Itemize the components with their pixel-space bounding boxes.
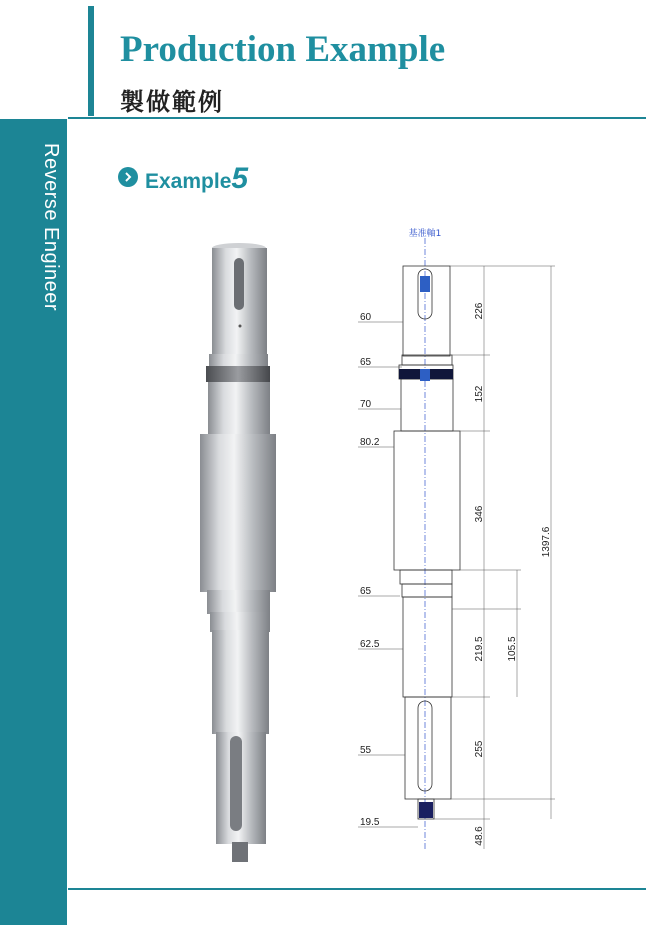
example-heading <box>145 162 248 196</box>
dim-diameter-80-2: 80.2 <box>360 437 380 448</box>
title-accent-bar <box>88 6 94 116</box>
dim-diameter-70: 70 <box>360 399 372 410</box>
dim-length-255: 255 <box>474 740 485 758</box>
bottom-divider <box>68 888 646 890</box>
dim-length-152: 152 <box>474 385 485 403</box>
dim-length-226: 226 <box>474 302 485 320</box>
top-divider <box>68 117 646 119</box>
axis-label: 基准軸1 <box>408 229 442 239</box>
sidebar-label: Reverse Engineer <box>40 143 62 312</box>
dim-length-219-5: 219.5 <box>474 636 485 662</box>
dim-diameter-62-5: 62.5 <box>360 639 380 650</box>
arrow-circle-icon <box>118 167 138 187</box>
dim-diameter-60: 60 <box>360 312 372 323</box>
shaft-photo <box>190 236 305 866</box>
dim-length-346: 346 <box>474 505 485 523</box>
example-word: Example <box>145 170 232 193</box>
dim-length-1397-6: 1397.6 <box>541 526 552 558</box>
example-number: 5 <box>231 162 249 195</box>
dim-diameter-65-lower: 65 <box>360 586 372 597</box>
dim-length-105-5: 105.5 <box>507 636 518 662</box>
dim-diameter-65-upper: 65 <box>360 357 372 368</box>
dim-length-48-6: 48.6 <box>474 826 485 846</box>
page-title: Production Example <box>120 29 446 70</box>
page-subtitle: 製做範例 <box>120 88 224 116</box>
technical-drawing <box>355 224 555 854</box>
dim-diameter-19-5: 19.5 <box>360 817 380 828</box>
dim-diameter-55: 55 <box>360 745 372 756</box>
